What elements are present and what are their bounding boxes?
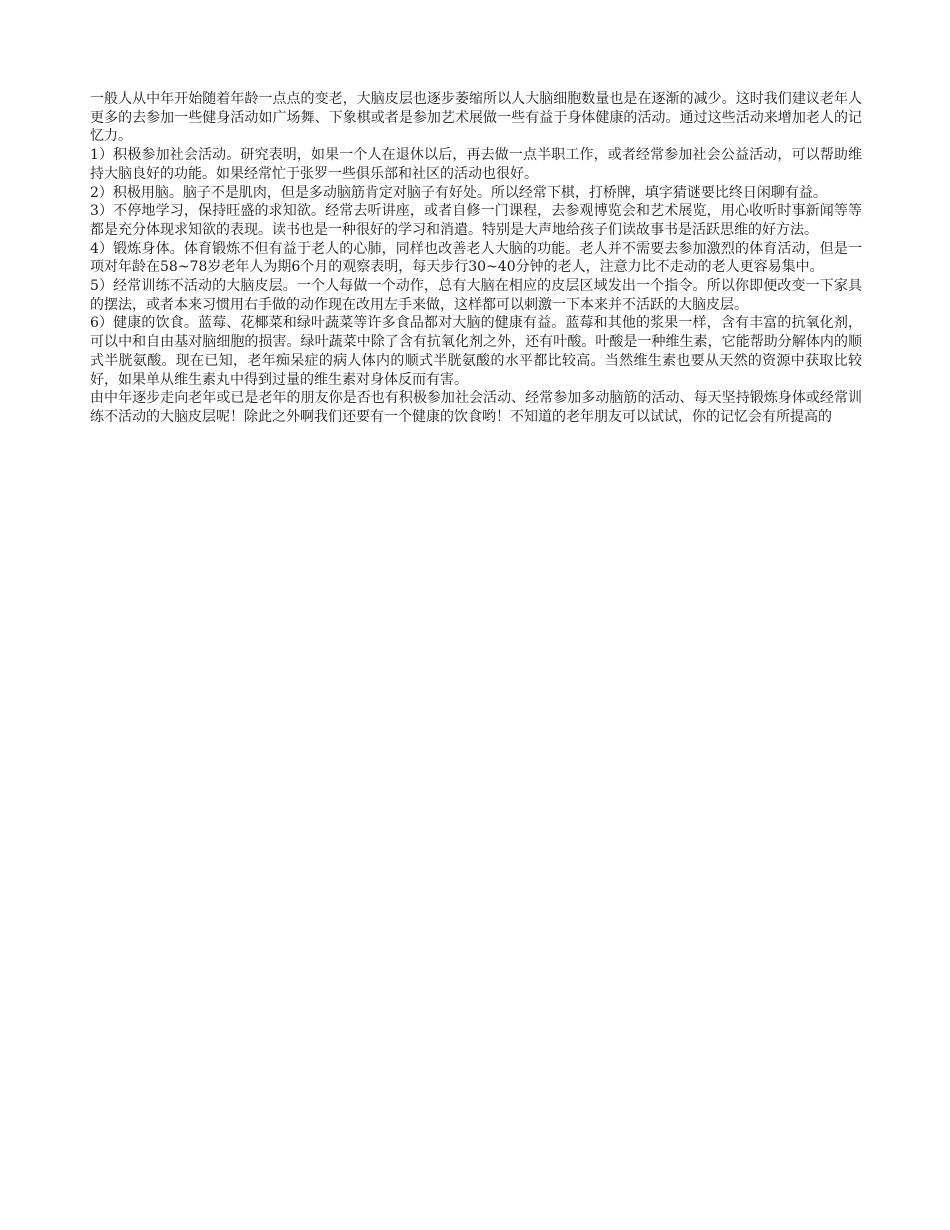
- tip-6-paragraph: 6）健康的饮食。蓝莓、花椰菜和绿叶蔬菜等许多食品都对大脑的健康有益。蓝莓和其他的浆果一样，含有丰富的抗氧化剂，可以中和自由基对脑细胞的损害。绿叶蔬菜中除了含有抗氧化剂之外，还有叶酸。叶酸是一种维生素，它能帮助分解体内的顺式半胱氨酸。现在已知，老年痴呆症的病人体内的顺式半胱氨酸的水平都比较高。当然维生素也要从天然的资源中获取比较好，如果单从维生素丸中得到过量的维生素对身体反而有害。: [90, 315, 862, 388]
- tip-1-paragraph: 1）积极参加社会活动。研究表明，如果一个人在退休以后，再去做一点半职工作，或者经常参加社会公益活动，可以帮助维持大脑良好的功能。如果经常忙于张罗一些俱乐部和社区的活动也很好。: [90, 147, 862, 182]
- document-body: [90, 90, 862, 427]
- tip-2-paragraph: 2）积极用脑。脑子不是肌肉，但是多动脑筋肯定对脑子有好处。所以经常下棋，打桥牌，填字猜谜要比终日闲聊有益。: [90, 184, 827, 201]
- intro-paragraph: 一般人从中年开始随着年龄一点点的变老，大脑皮层也逐步萎缩所以人大脑细胞数量也是在逐渐的减少。这时我们建议老年人更多的去参加一些健身活动如广场舞、下象棋或者是参加艺术展做一些有益于身体健康的活动。通过这些活动来增加老人的记忆力。: [90, 91, 862, 145]
- tip-4-paragraph: 4）锻炼身体。体育锻炼不但有益于老人的心肺，同样也改善老人大脑的功能。老人并不需要去参加激烈的体育活动，但是一项对年龄在58~78岁老年人为期6个月的观察表明，每天步行30~40分钟的老人，注意力比不走动的老人更容易集中。: [90, 240, 862, 276]
- tip-3-paragraph: 3）不停地学习，保持旺盛的求知欲。经常去听讲座，或者自修一门课程，去参观博览会和艺术展览，用心收听时事新闻等等都是充分体现求知欲的表现。读书也是一种很好的学习和消遣。特别是大声地给孩子们读故事书是活跃思维的好方法。: [90, 203, 862, 238]
- conclusion-paragraph: 由中年逐步走向老年或已是老年的朋友你是否也有积极参加社会活动、经常参加多动脑筋的活动、每天坚持锻炼身体或经常训练不活动的大脑皮层呢！除此之外啊我们还要有一个健康的饮食哟！不知道的老年朋友可以试试，你的记忆会有所提高的: [90, 390, 862, 425]
- tip-5-paragraph: 5）经常训练不活动的大脑皮层。一个人每做一个动作，总有大脑在相应的皮层区域发出一个指令。所以你即便改变一下家具的摆法，或者本来习惯用右手做的动作现在改用左手来做，这样都可以刺激一下本来并不活跃的大脑皮层。: [90, 278, 862, 313]
